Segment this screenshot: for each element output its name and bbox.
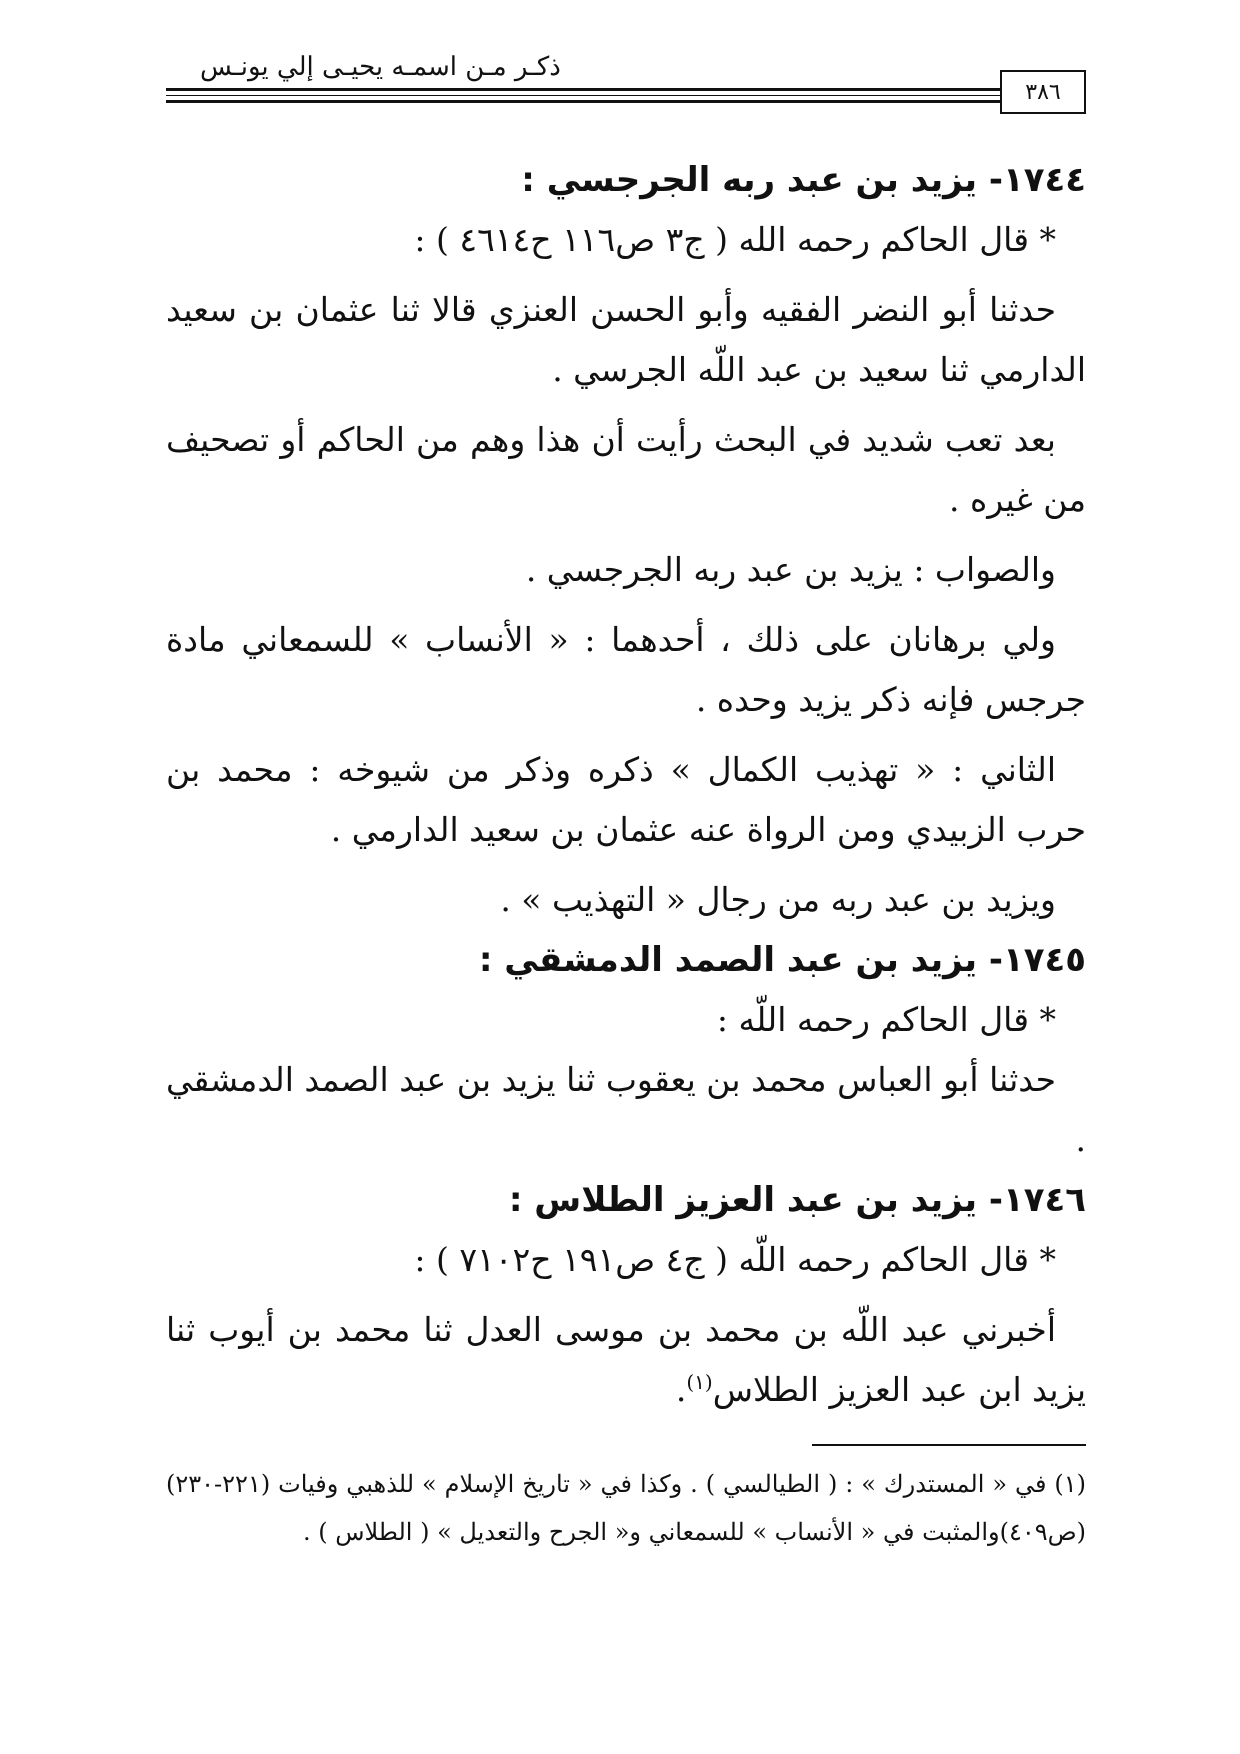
footnote: (١) في « المستدرك » : ( الطيالسي ) . وكذا في « تاريخ الإسلام » للذهبي وفيات (٢٢١-٢٣٠) (ص٤٠٩)والمثبت في « الأنساب » للسمعاني و« الجرح والتعديل » ( الطلاس ) .: [166, 1470, 1086, 1546]
paragraph: [166, 1300, 1086, 1420]
main-text: [166, 150, 1086, 1430]
entry-heading: ١٧٤٤- يزيد بن عبد ربه الجرجسي :: [521, 160, 1086, 200]
entry-heading: ١٧٤٥- يزيد بن عبد الصمد الدمشقي :: [478, 940, 1086, 980]
header-rule: [166, 100, 1086, 103]
source-citation: * قال الحاكم رحمه اللّه ( ج٤ ص١٩١ ح٧١٠٢ ) :: [414, 1240, 1056, 1279]
paragraph: الثاني : « تهذيب الكمال » ذكره وذكر من شيوخه : محمد بن حرب الزبيدي ومن الرواة عنه عثمان بن سعيد الدارمي .: [166, 750, 1086, 849]
running-header-title: ذكـر مـن اسمـه يحيـى إلي يونـس: [200, 52, 561, 82]
paragraph-text: أخبرني عبد اللّه بن محمد بن موسى العدل ثنا محمد بن أيوب ثنا يزيد ابن عبد العزيز الطلاس: [166, 1310, 1086, 1409]
source-citation: * قال الحاكم رحمه الله ( ج٣ ص١١٦ ح٤٦١٤ ) :: [414, 220, 1056, 259]
source-citation: * قال الحاكم رحمه اللّه :: [716, 1000, 1056, 1039]
entry-1745: [166, 930, 1086, 1170]
paragraph: ويزيد بن عبد ربه من رجال « التهذيب » .: [500, 880, 1056, 919]
paragraph: حدثنا أبو العباس محمد بن يعقوب ثنا يزيد بن عبد الصمد الدمشقي .: [166, 1060, 1086, 1159]
entry-1744: [166, 150, 1086, 930]
paragraph: ولي برهانان على ذلك ، أحدهما : « الأنساب » للسمعاني مادة جرجس فإنه ذكر يزيد وحده .: [166, 620, 1086, 719]
footnote-separator: [812, 1444, 1086, 1446]
paragraph-end: .: [675, 1370, 687, 1409]
paragraph: حدثنا أبو النضر الفقيه وأبو الحسن العنزي قالا ثنا عثمان بن سعيد الدارمي ثنا سعيد بن عبد اللّه الجرسي .: [166, 290, 1086, 389]
header-rule: [166, 88, 1086, 91]
footnote-marker: (١): [686, 1370, 713, 1394]
entry-1746: [166, 1170, 1086, 1420]
paragraph: والصواب : يزيد بن عبد ربه الجرجسي .: [525, 550, 1056, 589]
paragraph: بعد تعب شديد في البحث رأيت أن هذا وهم من الحاكم أو تصحيف من غيره .: [166, 420, 1086, 519]
page-number: ٣٨٦: [1000, 70, 1086, 114]
header-rule: [166, 95, 1086, 96]
entry-heading: ١٧٤٦- يزيد بن عبد العزيز الطلاس :: [508, 1180, 1086, 1220]
